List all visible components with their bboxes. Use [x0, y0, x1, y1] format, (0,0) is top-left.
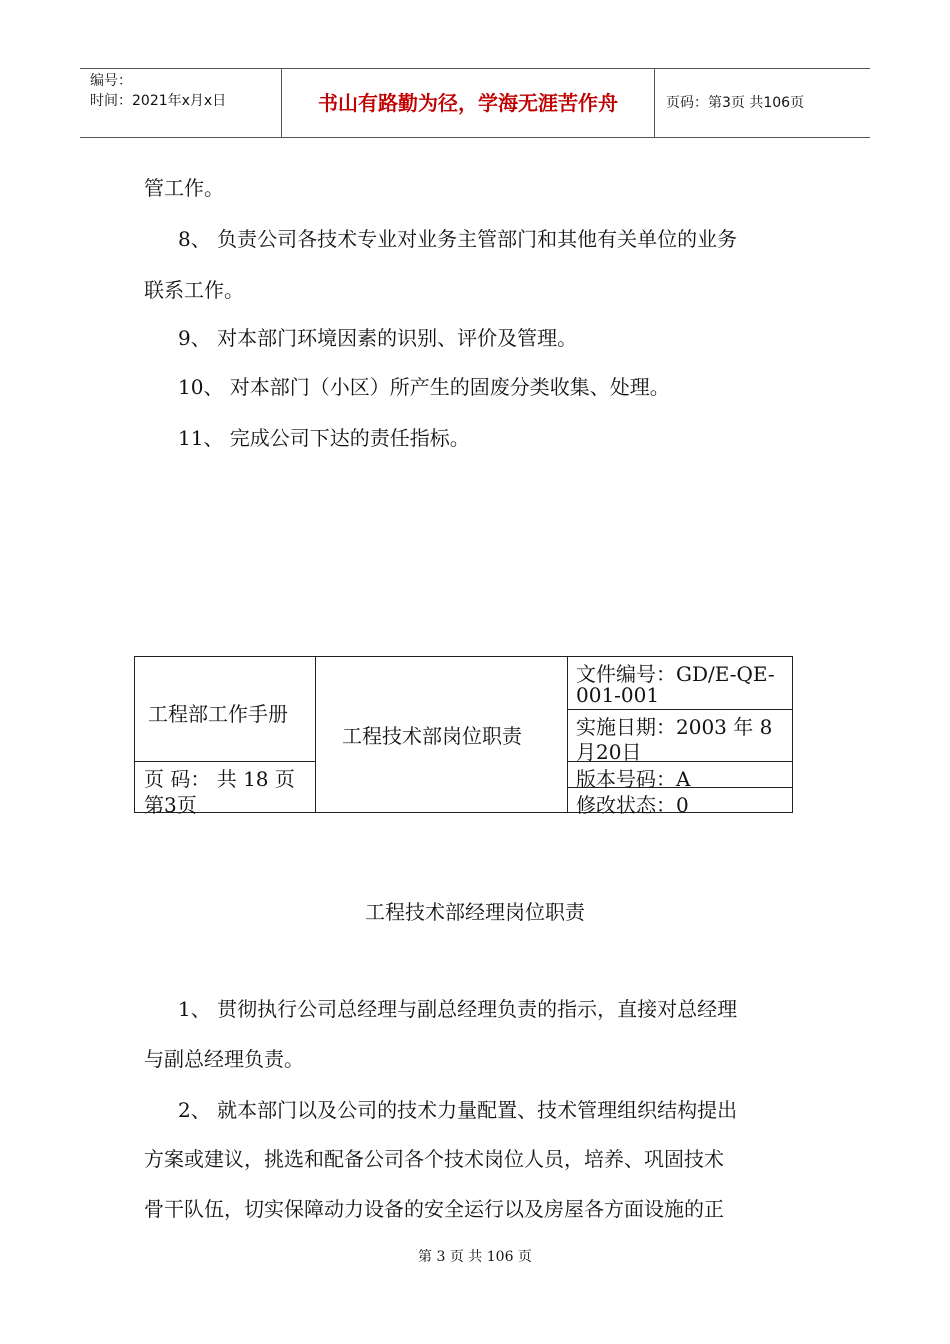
paragraph-line: 1、 贯彻执行公司总经理与副总经理负责的指示，直接对总经理: [178, 997, 738, 1021]
table-divider: [315, 656, 316, 813]
table-divider: [567, 656, 568, 813]
file-number-cont: 001-001: [576, 683, 660, 707]
table-border: [134, 656, 793, 657]
paragraph-line: 10、 对本部门（小区）所产生的固废分类收集、处理。: [178, 375, 670, 399]
section-title: 工程技术部经理岗位职责: [365, 900, 585, 924]
table-border: [792, 656, 793, 813]
table-border: [134, 812, 793, 813]
effective-date: 实施日期：2003 年 8: [576, 715, 773, 739]
page-footer: 第 3 页 共 106 页: [418, 1249, 532, 1265]
paragraph-line: 11、 完成公司下达的责任指标。: [178, 426, 470, 450]
manual-name: 工程部工作手册: [148, 702, 288, 726]
paragraph-line: 2、 就本部门以及公司的技术力量配置、技术管理组织结构提出: [178, 1098, 738, 1122]
header-page-info: 页码：第3页 共106页: [666, 95, 805, 111]
paragraph-line: 管工作。: [144, 176, 224, 200]
header-divider: [654, 69, 655, 137]
version-number: 版本号码：A: [576, 767, 691, 791]
revision-status: 修改状态：0: [576, 793, 689, 817]
table-title: 工程技术部岗位职责: [342, 724, 522, 748]
table-border: [134, 656, 135, 813]
table-divider: [134, 761, 315, 762]
header-meta: [80, 69, 280, 137]
page-count: 页 码： 共 18 页: [144, 767, 295, 791]
table-divider: [567, 709, 793, 710]
effective-date-cont: 月20日: [576, 740, 642, 764]
paragraph-line: 骨干队伍，切实保障动力设备的安全运行以及房屋各方面设施的正: [144, 1197, 724, 1221]
paragraph-line: 9、 对本部门环境因素的识别、评价及管理。: [178, 326, 578, 350]
header-motto: 书山有路勤为径，学海无涯苦作舟: [318, 91, 618, 115]
page-header: [80, 68, 870, 138]
paragraph-line: 8、 负责公司各技术专业对业务主管部门和其他有关单位的业务: [178, 227, 738, 251]
page-number: 第3页: [144, 793, 197, 817]
paragraph-line: 与副总经理负责。: [144, 1047, 304, 1071]
number-label: 编号：: [90, 73, 132, 89]
document-control-table: [134, 656, 793, 817]
paragraph-line: 方案或建议，挑选和配备公司各个技术岗位人员，培养、巩固技术: [144, 1147, 724, 1171]
paragraph-line: 联系工作。: [144, 278, 244, 302]
time-label: 时间：2021年x月x日: [90, 93, 227, 109]
file-number: 文件编号：GD/E-QE-: [576, 662, 775, 686]
